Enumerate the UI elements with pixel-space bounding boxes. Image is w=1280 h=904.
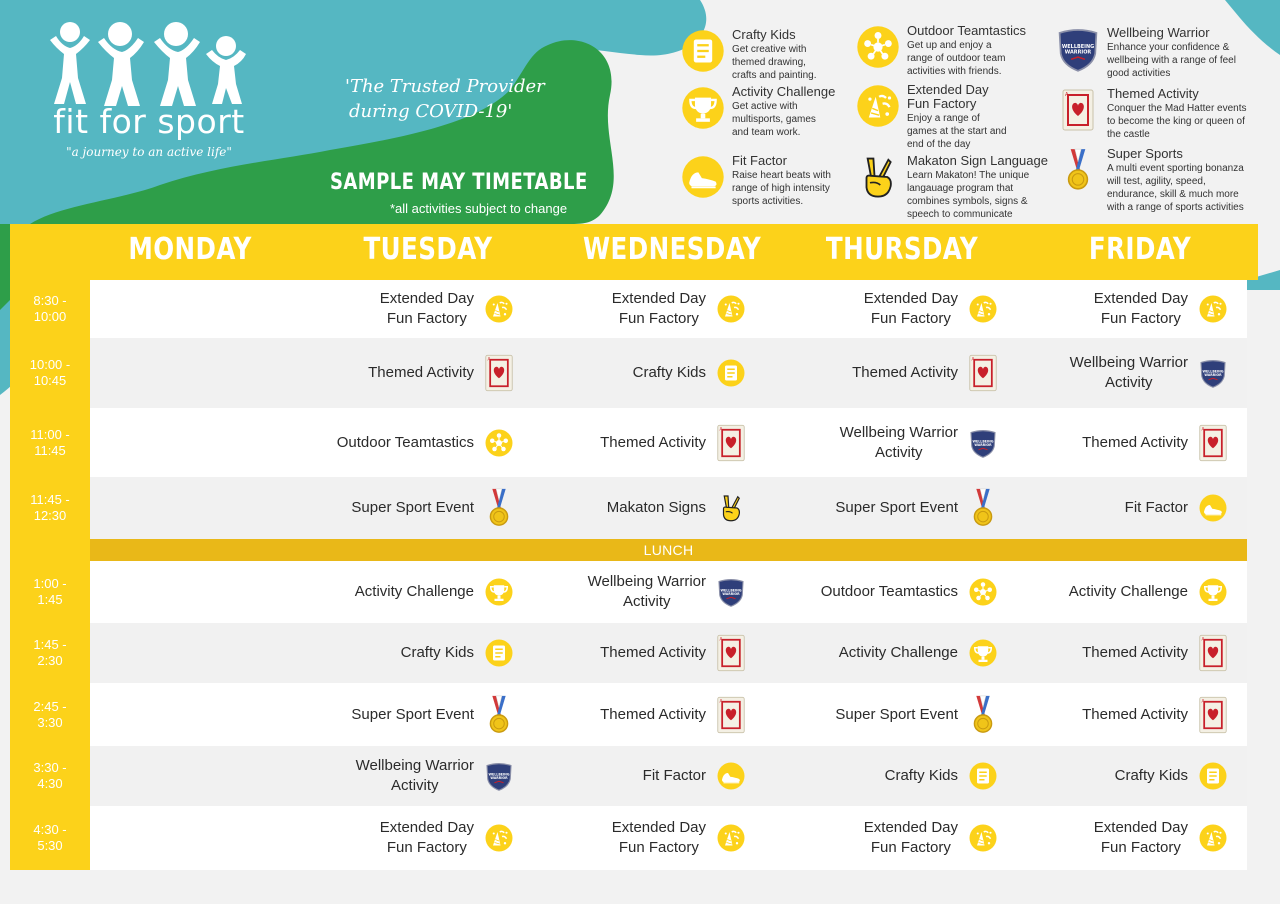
medal-icon <box>968 487 998 529</box>
legend-description-line: sports activities. <box>732 196 804 207</box>
day-header-friday: FRIDAY <box>1088 232 1192 267</box>
legend-title-line-2: Fun Factory <box>907 96 977 111</box>
wellbeing-shield-icon <box>1198 356 1228 390</box>
fun-factory-icon <box>1198 821 1228 855</box>
time-slot <box>12 822 88 854</box>
legend-text <box>1107 26 1257 80</box>
fun-factory-icon <box>484 292 514 326</box>
fit-for-sport-logo <box>44 20 254 160</box>
time-slot-line: 11:45 <box>34 443 66 458</box>
activity-name-line: Activity <box>623 593 671 610</box>
activity-name-line: Themed Activity <box>600 644 706 661</box>
legend-description-line: A multi event sporting bonanza <box>1107 163 1244 174</box>
svg-text:A: A <box>719 637 723 643</box>
svg-text:WELLBEING: WELLBEING <box>1202 369 1224 374</box>
sneaker-icon <box>716 759 746 793</box>
fun-factory-icon <box>968 821 998 855</box>
activity-name-line: Fun Factory <box>870 839 951 856</box>
time-slot <box>12 357 88 389</box>
time-slot-line: 10:45 <box>33 373 67 388</box>
schedule-cell <box>526 338 746 408</box>
svg-text:A: A <box>719 427 723 433</box>
legend-title: Activity Challenge <box>732 84 836 99</box>
activity-name <box>821 582 958 602</box>
activity-name <box>840 423 958 463</box>
time-slot <box>12 492 88 524</box>
activity-name <box>1082 433 1188 453</box>
time-slot-line: 11:00 - <box>30 427 70 442</box>
legend-description-line: Get creative with <box>732 44 807 55</box>
medal-icon <box>1061 147 1095 193</box>
activity-name-line: Super Sport Event <box>835 705 958 723</box>
legend-description-line: wellbeing with a range of feel <box>1107 55 1236 66</box>
svg-text:WARRIOR: WARRIOR <box>974 443 992 447</box>
activity-name-line: Fun Factory <box>1100 839 1181 856</box>
playing-card-icon <box>716 422 746 464</box>
legend-description-line: activities with friends. <box>907 66 1002 77</box>
schedule-cell <box>778 683 998 746</box>
schedule-cell <box>1008 746 1228 806</box>
legend-description-line: Raise heart beats with <box>732 170 831 181</box>
activity-name-line: Extended Day <box>863 290 958 307</box>
time-slot-line: 1:00 - <box>33 576 67 591</box>
activity-name <box>380 289 474 329</box>
activity-name-line: Extended Day <box>1093 290 1188 307</box>
activity-name-line: Fun Factory <box>618 310 699 327</box>
activity-name-line: Crafty Kids <box>400 644 474 661</box>
legend-description-line: the castle <box>1107 129 1150 140</box>
schedule-cell <box>294 806 514 870</box>
legend-description-line: crafts and painting. <box>732 70 817 81</box>
activity-name-line: Crafty Kids <box>1114 767 1188 784</box>
svg-text:WARRIOR: WARRIOR <box>1064 49 1092 56</box>
activity-name <box>1115 766 1188 786</box>
activity-name-line: Activity Challenge <box>354 583 474 600</box>
crafty-kids-icon <box>968 759 998 793</box>
schedule-cell <box>294 280 514 338</box>
legend-description-line: Conquer the Mad Hatter events <box>1107 103 1247 114</box>
logo-figures-icon <box>48 20 248 106</box>
legend-description-line: speech to communicate <box>907 209 1013 220</box>
sneaker-icon <box>1198 491 1228 525</box>
fun-factory-icon <box>1198 292 1228 326</box>
playing-card-icon <box>1198 422 1228 464</box>
activity-name-line: Fun Factory <box>870 310 951 327</box>
schedule-cell <box>1008 477 1228 539</box>
activity-name <box>337 433 474 453</box>
crafty-kids-icon <box>716 356 746 390</box>
activity-name <box>612 818 706 858</box>
activity-name <box>355 582 474 602</box>
legend-title: Themed Activity <box>1107 86 1199 101</box>
time-slot-line: 4:30 <box>37 776 63 791</box>
schedule-cell <box>778 408 998 478</box>
activity-name-line: Crafty Kids <box>884 767 958 784</box>
time-slot <box>12 760 88 792</box>
activity-name <box>864 818 958 858</box>
time-slot-line: 10:00 <box>33 309 67 324</box>
activity-name <box>633 363 706 383</box>
playing-card-icon <box>716 632 746 674</box>
activity-name-line: Extended Day <box>611 819 706 836</box>
svg-text:A: A <box>971 357 975 363</box>
fun-factory-icon <box>968 292 998 326</box>
activity-name-line: Fit Factor <box>642 767 706 784</box>
time-slot <box>12 637 88 669</box>
activity-name <box>864 289 958 329</box>
activity-name <box>600 433 706 453</box>
legend-description-line: range of outdoor team <box>907 53 1006 64</box>
activity-name-line: Themed Activity <box>600 705 706 723</box>
activity-name-line: Super Sport Event <box>351 705 474 723</box>
brand-name: fit for sport <box>53 102 245 141</box>
day-header-tuesday: TUESDAY <box>363 232 493 267</box>
playing-card-icon <box>484 352 514 394</box>
schedule-cell <box>526 280 746 338</box>
legend-description-line: games at the start and <box>907 126 1007 137</box>
svg-text:WARRIOR: WARRIOR <box>490 776 508 780</box>
sneaker-icon <box>680 154 726 200</box>
activity-name <box>1082 705 1188 725</box>
activity-name <box>1070 353 1188 393</box>
legend-title: Super Sports <box>1107 146 1183 161</box>
activity-name-line: Super Sport Event <box>835 499 958 516</box>
fun-factory-icon <box>716 292 746 326</box>
activity-name <box>380 818 474 858</box>
time-slot-line: 10:00 - <box>29 357 71 372</box>
schedule-cell <box>778 477 998 539</box>
legend-text <box>907 83 1057 151</box>
activity-name-line: Activity Challenge <box>1068 583 1188 600</box>
schedule-cell <box>1008 806 1228 870</box>
teamtastics-icon <box>968 575 998 609</box>
legend-description-line: Get up and enjoy a <box>907 40 992 51</box>
schedule-cell <box>526 623 746 683</box>
legend-title: Fit Factor <box>732 153 787 168</box>
quote-line-1: 'The Trusted Provider <box>345 76 545 97</box>
legend-text <box>1107 147 1257 214</box>
quote-line-2: during COVID-19' <box>349 101 513 122</box>
activity-name <box>852 363 958 383</box>
activity-name-line: Fun Factory <box>618 839 699 856</box>
activity-name <box>839 643 958 663</box>
time-slot <box>12 576 88 608</box>
activity-name-line: Themed Activity <box>1082 644 1188 661</box>
teamtastics-icon <box>855 24 901 70</box>
legend-description-line: will test, agility, speed, <box>1107 176 1206 187</box>
activity-name-line: Themed Activity <box>1082 705 1188 723</box>
activity-name-line: Outdoor Teamtastics <box>820 583 958 600</box>
schedule-cell <box>526 408 746 478</box>
legend-description-line: Enhance your confidence & <box>1107 42 1230 53</box>
activity-name-line: Wellbeing Warrior <box>1069 354 1188 371</box>
playing-card-icon <box>1198 632 1228 674</box>
activity-name-line: Outdoor Teamtastics <box>336 434 474 451</box>
legend-text <box>907 24 1057 78</box>
legend-description-line: combines symbols, signs & <box>907 196 1028 207</box>
activity-name <box>368 363 474 383</box>
disclaimer-note: *all activities subject to change <box>390 201 568 216</box>
activity-name-line: Extended Day <box>863 819 958 836</box>
activity-name <box>600 643 706 663</box>
svg-text:A: A <box>487 357 491 363</box>
legend-description-line: multisports, games <box>732 114 816 125</box>
activity-name <box>1094 289 1188 329</box>
playing-card-icon <box>1061 87 1095 133</box>
legend-title: Wellbeing Warrior <box>1107 25 1210 40</box>
activity-name <box>1125 498 1188 518</box>
medal-icon <box>484 487 514 529</box>
time-slot-line: 8:30 - <box>33 293 67 308</box>
svg-text:WELLBEING: WELLBEING <box>1061 43 1095 50</box>
legend-description-line: Learn Makaton! The unique <box>907 170 1030 181</box>
brand-tagline: "a journey to an active life" <box>66 145 232 159</box>
svg-text:A: A <box>1201 699 1205 705</box>
legend-title: Crafty Kids <box>732 27 796 42</box>
svg-text:WARRIOR: WARRIOR <box>722 592 740 596</box>
activity-name-line: Fun Factory <box>386 310 467 327</box>
day-header-thursday: THURSDAY <box>825 232 979 267</box>
crafty-kids-icon <box>680 28 726 74</box>
schedule-cell <box>526 561 746 623</box>
playing-card-icon <box>1198 694 1228 736</box>
schedule-cell <box>778 338 998 408</box>
activity-name-line: Crafty Kids <box>632 364 706 381</box>
activity-name <box>835 705 958 725</box>
time-slot <box>12 699 88 731</box>
schedule-cell <box>1008 338 1228 408</box>
activity-name-line: Makaton Signs <box>606 499 706 516</box>
fun-factory-icon <box>484 821 514 855</box>
legend-description-line: good activities <box>1107 68 1171 79</box>
peace-hand-icon <box>716 491 746 525</box>
activity-name <box>885 766 958 786</box>
activity-name-line: Wellbeing Warrior <box>839 424 958 441</box>
legend-title: Outdoor Teamtastics <box>907 23 1026 38</box>
activity-name <box>607 498 706 518</box>
time-slot-line: 1:45 - <box>33 637 67 652</box>
activity-name <box>835 498 958 518</box>
svg-text:A: A <box>1201 637 1205 643</box>
activity-name-line: Activity <box>1105 374 1153 391</box>
wellbeing-shield-icon <box>716 575 746 609</box>
time-slot-line: 4:30 - <box>33 822 67 837</box>
schedule-cell <box>294 623 514 683</box>
activity-name <box>600 705 706 725</box>
activity-name <box>351 498 474 518</box>
schedule-cell <box>778 623 998 683</box>
schedule-cell <box>778 806 998 870</box>
time-slot-line: 2:30 <box>37 653 63 668</box>
page-title: SAMPLE MAY TIMETABLE <box>330 170 588 195</box>
legend-title: Makaton Sign Language <box>907 153 1048 168</box>
crafty-kids-icon <box>1198 759 1228 793</box>
activity-name-line: Fit Factor <box>1124 499 1188 516</box>
svg-text:WELLBEING: WELLBEING <box>488 772 510 777</box>
day-header-monday: MONDAY <box>128 232 252 267</box>
activity-name <box>356 756 474 796</box>
activity-name-line: Activity <box>391 777 439 794</box>
schedule-cell <box>1008 561 1228 623</box>
legend-description-line: with a range of sports activities <box>1107 202 1244 213</box>
crafty-kids-icon <box>484 636 514 670</box>
schedule-cell <box>526 683 746 746</box>
wellbeing-shield-icon <box>484 759 514 793</box>
schedule-cell <box>294 338 514 408</box>
wellbeing-shield-icon <box>968 426 998 460</box>
time-slot-line: 2:45 - <box>33 698 67 714</box>
time-slot-line: 3:30 - <box>33 760 67 775</box>
schedule-cell <box>294 408 514 478</box>
playing-card-icon <box>968 352 998 394</box>
peace-hand-icon <box>855 154 901 200</box>
activity-name <box>351 705 474 725</box>
legend-description-line: and team work. <box>732 127 801 138</box>
legend-description-line: themed drawing, <box>732 57 806 68</box>
activity-name <box>612 289 706 329</box>
time-slot-line: 5:30 <box>37 838 63 853</box>
svg-text:WELLBEING: WELLBEING <box>720 588 742 593</box>
legend-description-line: endurance, skill & much more <box>1107 189 1239 200</box>
schedule-cell <box>1008 623 1228 683</box>
schedule-cell <box>526 746 746 806</box>
trusted-provider-quote <box>345 74 565 124</box>
fun-factory-icon <box>716 821 746 855</box>
activity-name <box>643 766 706 786</box>
schedule-cell <box>526 806 746 870</box>
legend-description-line: Get active with <box>732 101 798 112</box>
svg-text:A: A <box>1201 427 1205 433</box>
trophy-icon <box>1198 575 1228 609</box>
schedule-cell <box>526 477 746 539</box>
activity-name <box>1094 818 1188 858</box>
trophy-icon <box>680 85 726 131</box>
schedule-cell <box>294 683 514 746</box>
trophy-icon <box>484 575 514 609</box>
schedule-cell <box>1008 683 1228 746</box>
legend-description-line: end of the day <box>907 139 971 150</box>
activity-name-line: Themed Activity <box>600 434 706 451</box>
schedule-cell <box>778 746 998 806</box>
activity-name-line: Wellbeing Warrior <box>587 573 706 590</box>
time-slot-line: 3:30 <box>37 714 63 730</box>
teamtastics-icon <box>484 426 514 460</box>
activity-name-line: Activity <box>875 444 923 461</box>
activity-name-line: Extended Day <box>379 819 474 836</box>
wellbeing-shield-icon <box>1055 26 1101 72</box>
schedule-cell <box>294 477 514 539</box>
activity-name-line: Extended Day <box>1093 819 1188 836</box>
svg-text:WARRIOR: WARRIOR <box>1204 373 1222 377</box>
time-slot-line: 11:45 - <box>30 492 70 507</box>
schedule-cell <box>778 280 998 338</box>
svg-text:WELLBEING: WELLBEING <box>972 439 994 444</box>
schedule-cell <box>1008 280 1228 338</box>
activity-name-line: Themed Activity <box>368 364 474 381</box>
activity-name-line: Themed Activity <box>852 364 958 381</box>
activity-name-line: Extended Day <box>611 290 706 307</box>
medal-icon <box>968 694 998 736</box>
activity-name <box>1082 643 1188 663</box>
svg-text:A: A <box>719 699 723 705</box>
activity-name-line: Themed Activity <box>1082 434 1188 451</box>
fun-factory-icon <box>855 83 901 129</box>
medal-icon <box>484 694 514 736</box>
legend-description-line: range of high intensity <box>732 183 830 194</box>
legend-description-line: langauage program that <box>907 183 1014 194</box>
day-header-wednesday: WEDNESDAY <box>583 232 762 267</box>
activity-name-line: Wellbeing Warrior <box>355 757 474 774</box>
activity-name <box>588 572 706 612</box>
activity-name-line: Activity Challenge <box>838 644 958 661</box>
schedule-cell <box>294 746 514 806</box>
legend-description-line: to become the king or queen of <box>1107 116 1245 127</box>
activity-name-line: Super Sport Event <box>351 499 474 516</box>
schedule-cell <box>1008 408 1228 478</box>
svg-text:A: A <box>1065 92 1069 98</box>
lunch-divider: LUNCH <box>90 539 1247 561</box>
schedule-cell <box>778 561 998 623</box>
time-slot-line: 1:45 <box>37 592 63 607</box>
trophy-icon <box>968 636 998 670</box>
legend-description-line: Enjoy a range of <box>907 113 980 124</box>
legend-text <box>1107 87 1257 141</box>
time-slot <box>12 427 88 459</box>
time-slot <box>12 293 88 325</box>
legend-text <box>907 154 1057 221</box>
schedule-cell <box>294 561 514 623</box>
activity-name-line: Extended Day <box>379 290 474 307</box>
legend-title: Extended Day <box>907 82 989 97</box>
activity-name-line: Fun Factory <box>1100 310 1181 327</box>
activity-name <box>401 643 474 663</box>
time-slot-line: 12:30 <box>33 508 67 523</box>
activity-name-line: Fun Factory <box>386 839 467 856</box>
activity-name <box>1069 582 1188 602</box>
playing-card-icon <box>716 694 746 736</box>
